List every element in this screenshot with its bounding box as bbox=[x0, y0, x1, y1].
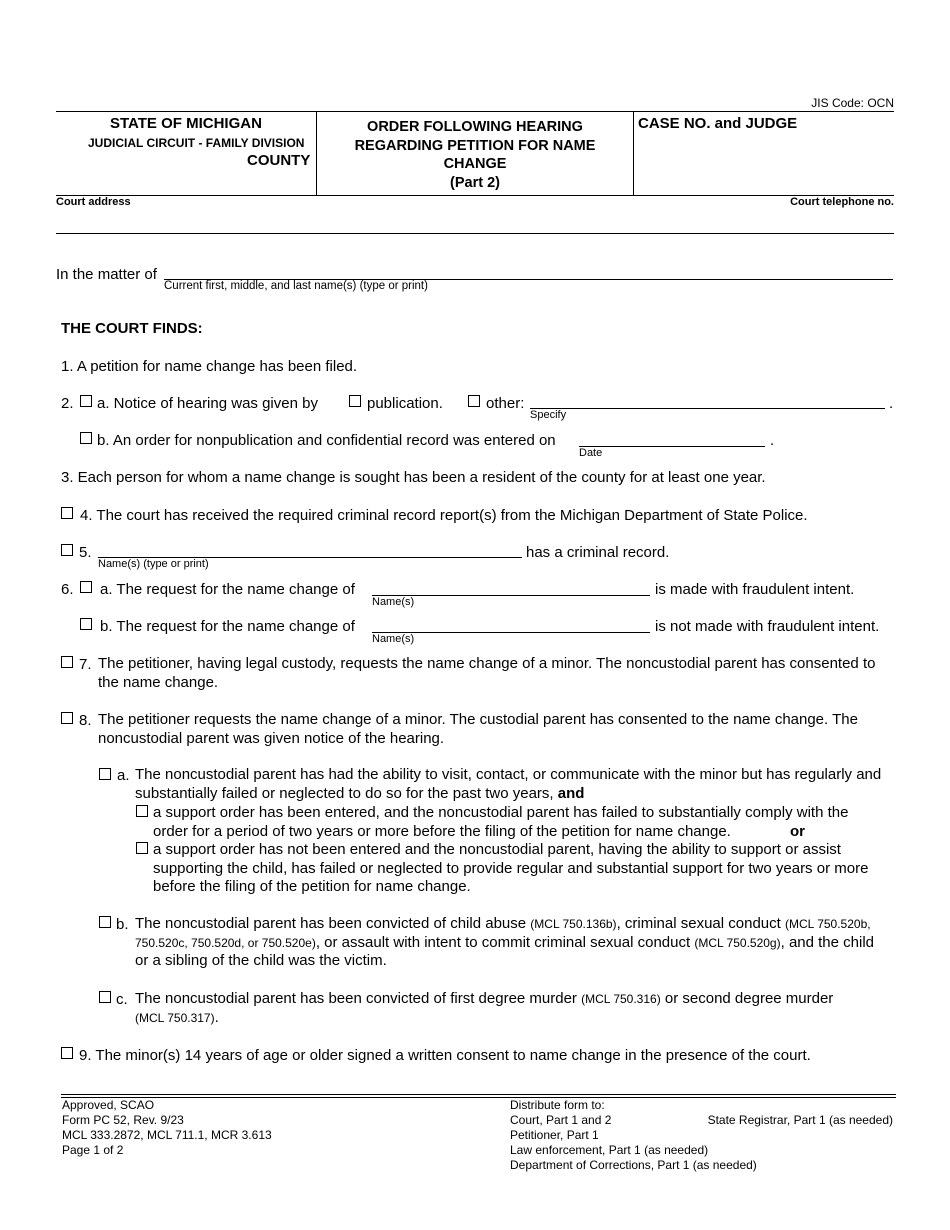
citation-750-520c-e: 750.520c, 750.520d, or 750.520e) bbox=[135, 935, 316, 950]
header-divider-right bbox=[633, 111, 634, 195]
finding-9: 9. The minor(s) 14 years of age or older signed a written consent to name change in the presence of the court. bbox=[79, 1047, 811, 1064]
publication-label: publication. bbox=[367, 395, 443, 412]
finding-8-number: 8. bbox=[79, 712, 92, 729]
address-rule bbox=[56, 233, 894, 234]
finding-8a-sub2-line1: a support order has not been entered and the noncustodial parent, having the ability to support or assist bbox=[153, 841, 841, 858]
finding-7-number: 7. bbox=[79, 656, 92, 673]
county-label: COUNTY bbox=[247, 152, 311, 169]
or-conjunction: or bbox=[790, 823, 805, 840]
checkbox-2a-publication[interactable] bbox=[349, 395, 361, 407]
citation-750-136b: (MCL 750.136b) bbox=[530, 917, 617, 931]
footer-dist-registrar: State Registrar, Part 1 (as needed) bbox=[707, 1113, 893, 1127]
finding-5-text: has a criminal record. bbox=[526, 544, 670, 561]
finding-6b-end: is not made with fraudulent intent. bbox=[655, 618, 880, 635]
footer-dist-court: Court, Part 1 and 2 bbox=[510, 1113, 612, 1127]
checkbox-8a[interactable] bbox=[99, 768, 111, 780]
findings-heading: THE COURT FINDS: bbox=[61, 320, 203, 337]
jis-code: JIS Code: OCN bbox=[811, 96, 894, 110]
finding-8c-label: c. bbox=[116, 991, 128, 1008]
finding-7-line2: the name change. bbox=[98, 673, 219, 691]
matter-caption: Current first, middle, and last name(s) (type or print) bbox=[164, 280, 428, 292]
names-caption-6b: Name(s) bbox=[372, 633, 415, 645]
finding-1: 1. A petition for name change has been filed. bbox=[61, 358, 358, 375]
circuit-label: JUDICIAL CIRCUIT - FAMILY DIVISION bbox=[88, 136, 305, 150]
finding-8b-t3: , or assault with intent to commit criminal sexual conduct bbox=[315, 933, 691, 951]
form-title-line2: REGARDING PETITION FOR NAME bbox=[354, 137, 596, 154]
header-top-rule bbox=[56, 111, 894, 112]
checkbox-8b[interactable] bbox=[99, 916, 111, 928]
form-title-line3: CHANGE bbox=[443, 156, 507, 172]
court-telephone-label: Court telephone no. bbox=[790, 196, 894, 208]
footer-dist-petitioner: Petitioner, Part 1 bbox=[510, 1128, 599, 1142]
finding-8a-sub2 bbox=[153, 841, 868, 897]
footer-dist-law: Law enforcement, Part 1 (as needed) bbox=[510, 1143, 709, 1157]
finding-8-line2: noncustodial parent was given notice of the hearing. bbox=[98, 729, 445, 747]
case-number-label: CASE NO. and JUDGE bbox=[638, 115, 798, 132]
finding-8c-t2: or second degree murder bbox=[664, 990, 834, 1007]
finding-2b-period: . bbox=[770, 432, 775, 449]
citation-750-317: (MCL 750.317) bbox=[135, 1010, 215, 1025]
finding-8a-sub1-line2: order for a period of two years or more before the filing of the petition for name change. bbox=[153, 822, 731, 840]
footer-page: Page 1 of 2 bbox=[62, 1143, 124, 1157]
matter-label: In the matter of bbox=[56, 266, 157, 283]
checkbox-7[interactable] bbox=[61, 656, 73, 668]
finding-8-text bbox=[98, 711, 858, 748]
finding-8a-line2-text: substantially failed or neglected to do so for the past two years, bbox=[135, 784, 554, 802]
finding-6a-end: is made with fraudulent intent. bbox=[655, 581, 855, 598]
finding-6b-text: b. The request for the name change of bbox=[100, 618, 355, 635]
finding-7-text bbox=[98, 655, 875, 692]
finding-8a-line1: The noncustodial parent has had the ability to visit, contact, or communicate with the minor but has regularly and bbox=[135, 766, 882, 783]
footer-rule-top bbox=[61, 1094, 896, 1095]
finding-8a-sub1-line1: a support order has been entered, and the noncustodial parent has failed to substantially comply with the bbox=[153, 804, 849, 821]
finding-8a-text bbox=[135, 766, 881, 803]
finding-8c-t1: The noncustodial parent has been convicted of first degree murder bbox=[135, 990, 577, 1007]
finding-8c-end: . bbox=[214, 1008, 219, 1026]
other-specify-field[interactable] bbox=[530, 408, 885, 409]
form-title-line4: (Part 2) bbox=[450, 174, 500, 191]
finding-8b-t2: , criminal sexual conduct bbox=[616, 915, 781, 932]
checkbox-6b[interactable] bbox=[80, 618, 92, 630]
footer-approved: Approved, SCAO bbox=[62, 1098, 155, 1112]
checkbox-6a[interactable] bbox=[80, 581, 92, 593]
court-address-field[interactable] bbox=[56, 210, 894, 232]
citation-750-520b: (MCL 750.520b, bbox=[784, 917, 871, 931]
footer-mcl: MCL 333.2872, MCL 711.1, MCR 3.613 bbox=[62, 1128, 272, 1142]
finding-8a-sub2-line2: supporting the child, has failed or neglected to provide regular and substantial support for two years or more bbox=[153, 859, 869, 877]
nonpublication-date-field[interactable] bbox=[579, 446, 765, 447]
checkbox-8a-support-entered[interactable] bbox=[136, 805, 148, 817]
finding-8b-line1 bbox=[135, 915, 874, 934]
finding-6-number: 6. bbox=[61, 581, 74, 598]
footer-form-number: Form PC 52, Rev. 9/23 bbox=[62, 1113, 184, 1127]
finding-8c-line1 bbox=[135, 990, 833, 1009]
header-divider-left bbox=[316, 111, 317, 195]
checkbox-2a[interactable] bbox=[80, 395, 92, 407]
finding-2a-period: . bbox=[889, 395, 894, 412]
finding-8b-label: b. bbox=[116, 916, 129, 933]
court-address-label: Court address bbox=[56, 196, 131, 208]
footer-distribute-heading: Distribute form to: bbox=[510, 1098, 605, 1112]
checkbox-2b[interactable] bbox=[80, 432, 92, 444]
finding-8b-t4: , and the child bbox=[780, 933, 875, 951]
finding-3: 3. Each person for whom a name change is sought has been a resident of the county for at least one year. bbox=[61, 469, 766, 486]
form-title-line1: ORDER FOLLOWING HEARING bbox=[367, 119, 583, 135]
checkbox-5[interactable] bbox=[61, 544, 73, 556]
finding-8b-line2 bbox=[135, 934, 874, 953]
checkbox-8a-support-not-entered[interactable] bbox=[136, 842, 148, 854]
other-label: other: bbox=[486, 395, 525, 412]
case-number-field[interactable] bbox=[640, 136, 892, 192]
finding-8b-t1: The noncustodial parent has been convicted of child abuse bbox=[135, 915, 527, 932]
specify-caption: Specify bbox=[530, 409, 567, 421]
footer-dist-corrections: Department of Corrections, Part 1 (as needed) bbox=[510, 1158, 757, 1172]
finding-5-number: 5. bbox=[79, 544, 92, 561]
finding-4: 4. The court has received the required criminal record report(s) from the Michigan Department of State Police. bbox=[80, 507, 808, 524]
state-label: STATE OF MICHIGAN bbox=[110, 115, 262, 132]
finding-8b-text bbox=[135, 915, 874, 971]
footer-distribution bbox=[510, 1098, 757, 1173]
checkbox-9[interactable] bbox=[61, 1047, 73, 1059]
finding-8a-label: a. bbox=[117, 767, 130, 784]
finding-8b-line3: or a sibling of the child was the victim. bbox=[135, 952, 387, 969]
checkbox-2a-other[interactable] bbox=[468, 395, 480, 407]
checkbox-4[interactable] bbox=[61, 507, 73, 519]
finding-6a-text: a. The request for the name change of bbox=[100, 581, 355, 598]
citation-750-520g: (MCL 750.520g) bbox=[694, 935, 781, 950]
finding-2-number: 2. bbox=[61, 395, 74, 412]
citation-750-316: (MCL 750.316) bbox=[581, 992, 661, 1006]
finding-8c-text bbox=[135, 990, 833, 1027]
finding-8-line1: The petitioner requests the name change of a minor. The custodial parent has consented to the name change. The bbox=[98, 711, 858, 728]
finding-7-line1: The petitioner, having legal custody, requests the name change of a minor. The noncustodial parent has consented to bbox=[98, 655, 876, 672]
finding-2b-text: b. An order for nonpublication and confidential record was entered on bbox=[97, 432, 556, 449]
finding-8a-sub1 bbox=[153, 804, 848, 841]
checkbox-8[interactable] bbox=[61, 712, 73, 724]
checkbox-8c[interactable] bbox=[99, 991, 111, 1003]
header-bottom-rule bbox=[56, 195, 894, 196]
names-caption-6a: Name(s) bbox=[372, 596, 415, 608]
finding-8a-line2 bbox=[135, 785, 881, 804]
names-type-caption: Name(s) (type or print) bbox=[98, 558, 209, 570]
footer-left bbox=[62, 1098, 272, 1158]
form-title bbox=[318, 118, 632, 192]
and-conjunction: and bbox=[557, 784, 585, 802]
date-caption: Date bbox=[579, 447, 603, 459]
finding-2a-text: a. Notice of hearing was given by bbox=[97, 395, 318, 412]
finding-8c-line2 bbox=[135, 1009, 833, 1028]
finding-8a-sub2-line3: before the filing of the petition for name change. bbox=[153, 878, 471, 895]
